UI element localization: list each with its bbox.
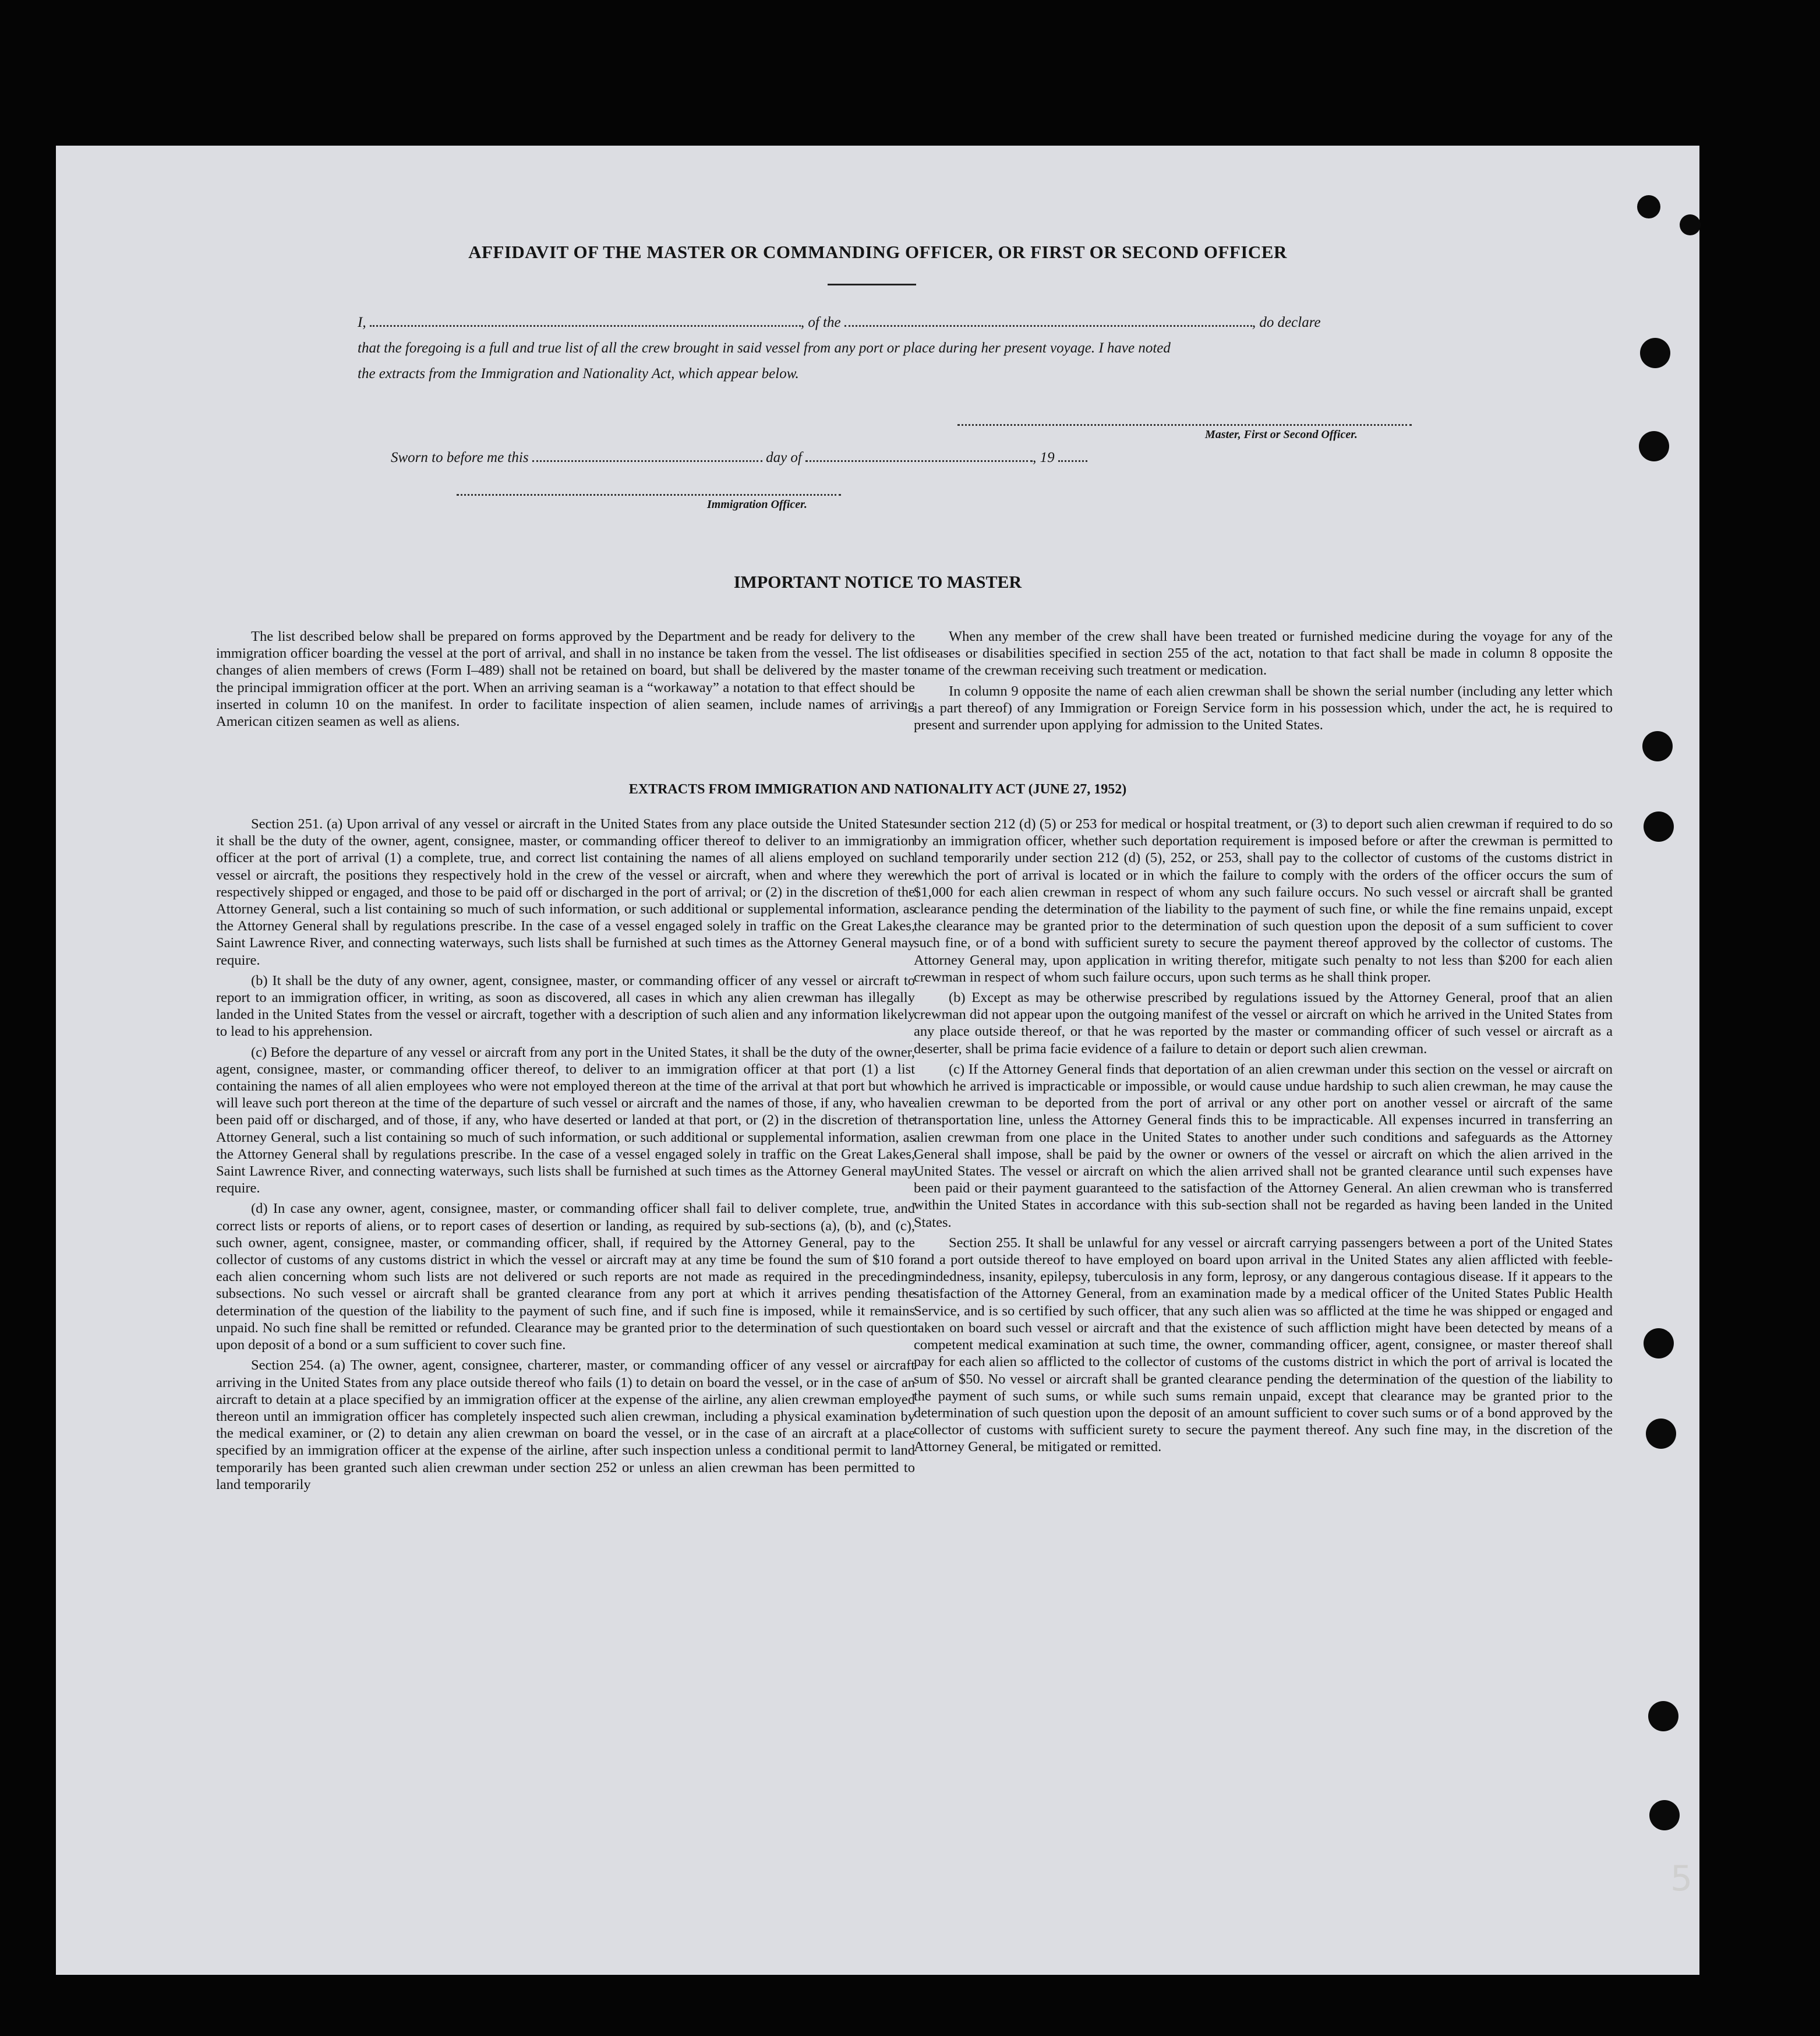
punch-hole [1644, 811, 1674, 842]
extract-paragraph: (c) If the Attorney General finds that deportation of an alien crewman under this section on the vessel or aircraft on which he arrived is impracticable or impossible, or would cause undue hardship to such alien crewman, he may cause the alien crewman to be deported from the port of arrival or any other port on another vessel or aircraft of the same transportation line, unless the Attorney General finds this to be impracticable. All expenses incurred in transferring an alien crewman from one place in the United States to another under such conditions and safeguards as the Attorney General shall impose, shall be paid by the owner or owners of the vessel or aircraft on which the alien arrived in the United States. The vessel or aircraft on which the alien arrived shall not be granted clearance until such expenses have been paid or their payment guaranteed to the satisfaction of the Attorney General. An alien crewman who is transferred within the United States in accordance with this sub-section shall not be regarded as having been landed in the United States. [914, 1061, 1613, 1230]
extract-paragraph: Section 255. It shall be unlawful for any vessel or aircraft carrying passengers between a port of the United States and a port outside thereof to have employed on board upon arrival in the United States any alien afflicted with feeble-mindedness, insanity, epilepsy, tuberculosis in any form, leprosy, or any dangerous contagious disease. If it appears to the satisfaction of the Attorney General, from an examination made by a medical officer of the United States Public Health Service, and is so certified by such officer, that any such alien was so afflicted at the time he was shipped or engaged and taken on board such vessel or aircraft and that the existence of such affliction might have been detected by means of a competent medical examination at such time, the owner, commanding officer, agent, consignee, or master thereof shall pay for each alien so afflicted to the collector of customs of the customs district in which the port of arrival is located the sum of $50. No vessel or aircraft shall be granted clearance pending the determination of the question of the liability to the payment of such sums, or while such sums remain unpaid, except that clearance may be granted prior to the determination of such question upon the deposit of an amount sufficient to cover such sums or of a bond approved by the collector of customs with sufficient surety to secure the payment thereof. Any such fine may, in the discretion of the Attorney General, be mitigated or remitted. [914, 1234, 1613, 1455]
year-blank [1058, 449, 1087, 462]
punch-hole [1637, 195, 1660, 218]
extract-paragraph: Section 254. (a) The owner, agent, consignee, charterer, master, or commanding officer of any vessel or aircraft arriving in the United States from any place outside thereof who fails (1) to detain on board the vessel, or in the case of an aircraft to detain at a place specified by an immigration officer at the expense of the airline, any alien crewman employed thereon until an immigration officer has completely inspected such alien crewman, including a physical examination by the medical examiner, or (2) to detain any alien crewman on board the vessel, or in the case of an aircraft at a place specified by an immigration officer at the expense of the airline, after such inspection unless a conditional permit to land temporarily has been granted such alien crewman under section 252 or unless an alien crewman has been permitted to land temporarily [216, 1357, 915, 1492]
master-signature-line [957, 424, 1412, 426]
punch-hole [1639, 431, 1669, 461]
master-signature-label: Master, First or Second Officer. [1205, 428, 1358, 441]
affidavit-title: AFFIDAVIT OF THE MASTER OR COMMANDING OFFICER, OR FIRST OR SECOND OFFICER [468, 242, 1287, 262]
do-declare-label: , do declare [1252, 315, 1321, 330]
sworn-line [391, 449, 1087, 466]
title-underline [828, 284, 916, 285]
sworn-label: Sworn to before me this [391, 450, 529, 465]
affidavit-line-3: the extracts from the Immigration and Nationality Act, which appear below. [358, 366, 799, 382]
punch-hole [1640, 338, 1670, 368]
extract-paragraph: (b) It shall be the duty of any owner, agent, consignee, master, or commanding officer of any vessel or aircraft to report to an immigration officer, in writing, as soon as discovered, all cases in which any alien crewman has illegally landed in the United States from the vessel or aircraft, together with a description of such alien and any information likely to lead to his apprehension. [216, 972, 915, 1040]
punch-hole [1680, 214, 1701, 235]
extract-paragraph: (c) Before the departure of any vessel or aircraft from any port in the United States, it shall be the duty of the owner, agent, consignee, master, or commanding officer thereof, to deliver to an immigration officer at that port (1) a list containing the names of all alien employees who were not employed thereon at the time of the arrival at that port but who will leave such port thereon at the time of the departure of such vessel or aircraft and the names of those, if any, who have been paid off or discharged, and of those, if any, who have deserted or landed at that port, or (2) in the discretion of the Attorney General, such a list containing so much of such information, or such additional or supplemental information, as the Attorney General shall by regulations prescribe. In the case of a vessel engaged solely in traffic on the Great Lakes, Saint Lawrence River, and connecting waterways, such lists shall be furnished at such times as the Attorney General may require. [216, 1044, 915, 1197]
extract-paragraph: Section 251. (a) Upon arrival of any vessel or aircraft in the United States from any place outside the United States it shall be the duty of the owner, agent, consignee, master, or commanding officer thereof to deliver to an immigration officer at the port of arrival (1) a complete, true, and correct list containing the names of all aliens employed on such vessel or aircraft, the positions they respectively hold in the crew of the vessel or aircraft, when and where they were respectively shipped or engaged, and those to be paid off or discharged in the port of arrival; or (2) in the discretion of the Attorney General, such a list containing so much of such information, or such additional or supplemental information, as the Attorney General shall by regulations prescribe. In the case of a vessel engaged solely in traffic on the Great Lakes, Saint Lawrence River, and connecting waterways, such lists shall be furnished at such times as the Attorney General may require. [216, 816, 915, 968]
handwritten-page-mark: 5 [1670, 1858, 1693, 1899]
notice-right-column [914, 628, 1613, 737]
vessel-blank [844, 313, 1252, 327]
name-blank [370, 313, 801, 327]
punch-hole [1646, 1419, 1676, 1449]
of-the-label: , of the [800, 315, 841, 330]
notice-right-paragraph-1: When any member of the crew shall have been treated or furnished medicine during the voyage for any of the diseases or disabilities specified in section 255 of the act, notation to that fact shall be made in column 8 opposite the name of the crewman receiving such treatment or medication. [914, 629, 1613, 679]
extracts-left-column [216, 816, 915, 1497]
affidavit-line-1 [358, 313, 1321, 331]
day-of-label: day of [766, 450, 802, 465]
punch-hole [1648, 1701, 1678, 1731]
immigration-officer-signature-line [457, 494, 841, 496]
affidavit-line-2: that the foregoing is a full and true list of all the crew brought in said vessel from any port or place during her present voyage. I have noted [358, 340, 1171, 356]
extract-paragraph: (d) In case any owner, agent, consignee, master, or commanding officer shall fail to deliver complete, true, and correct lists or reports of aliens, or to report cases of desertion or landing, as required by sub-sections (a), (b), and (c), such owner, agent, consignee, master, or commanding officer, shall, if required by the Attorney General, pay to the collector of customs of any customs district in which the vessel or aircraft may at any time be found the sum of $10 for each alien concerning whom such lists are not delivered or such reports are not made as required in the preceding subsections. No such vessel or aircraft shall be granted clearance from any port at which it arrives pending the determination of the question of the liability to the payment of such fine, and if such fine is imposed, while it remains unpaid. No such fine shall be remitted or refunded. Clearance may be granted prior to the determination of such question upon deposit of a bond or a sum sufficient to cover such fine. [216, 1201, 915, 1353]
notice-left-column [216, 628, 915, 733]
affidavit-i-label: I, [358, 315, 366, 330]
punch-hole [1649, 1800, 1680, 1830]
extract-paragraph: under section 212 (d) (5) or 253 for medical or hospital treatment, or (3) to deport such alien crewman if required to do so by an immigration officer, whether such deportation requirement is imposed before or after the crewman is permitted to land temporarily under section 212 (d) (5), 252, or 253, shall pay to the collector of customs of the customs district in which the port of arrival is located or in which the failure to comply with the orders of the officer occurs the sum of $1,000 for each alien crewman in respect of whom any such failure occurs. No such vessel or aircraft shall be granted clearance pending the determination of the liability to the payment of such fine, or while the fine remains unpaid, except the clearance may be granted prior to the determination of such question upon the deposit of a sum sufficient to cover such fine, or of a bond with sufficient surety to secure the payment thereof approved by the collector of customs. The Attorney General may, upon application in writing therefor, mitigate such penalty to not less than $200 for each alien crewman in respect of whom such failure occurs, upon such terms as he shall think proper. [914, 816, 1613, 985]
notice-left-paragraph: The list described below shall be prepared on forms approved by the Department and be ready for delivery to the immigration officer boarding the vessel at the port of arrival, and shall in no instance be taken from the vessel. The list of changes of alien members of crews (Form I–489) shall not be retained on board, but shall be delivered by the master to the principal immigration officer at the port. When an arriving seaman is a “workaway” a notation to that effect should be inserted in column 10 on the manifest. In order to facilitate inspection of alien seamen, include names of arriving American citizen seamen as well as aliens. [216, 629, 915, 730]
immigration-officer-label: Immigration Officer. [707, 498, 807, 511]
notice-title: IMPORTANT NOTICE TO MASTER [733, 573, 1022, 592]
month-blank [805, 449, 1033, 462]
year-label: , 19 [1033, 450, 1055, 465]
punch-hole [1642, 731, 1673, 761]
punch-hole [1644, 1328, 1674, 1358]
date-blank [532, 449, 762, 462]
document-page [56, 146, 1699, 1975]
extracts-title: EXTRACTS FROM IMMIGRATION AND NATIONALITY ACT (JUNE 27, 1952) [628, 782, 1127, 797]
extracts-right-column [914, 816, 1613, 1459]
extract-paragraph: (b) Except as may be otherwise prescribed by regulations issued by the Attorney General, proof that an alien crewman did not appear upon the outgoing manifest of the vessel or aircraft on which he arrived in the United States from any place outside thereof, or that he was reported by the master or commanding officer of such vessel or aircraft as a deserter, shall be prima facie evidence of a failure to detain or deport such alien crewman. [914, 990, 1613, 1057]
notice-right-paragraph-2: In column 9 opposite the name of each alien crewman shall be shown the serial number (including any letter which is a part thereof) of any Immigration or Foreign Service form in his possession which, under the act, he is required to present and surrender upon applying for admission to the United States. [914, 683, 1613, 733]
